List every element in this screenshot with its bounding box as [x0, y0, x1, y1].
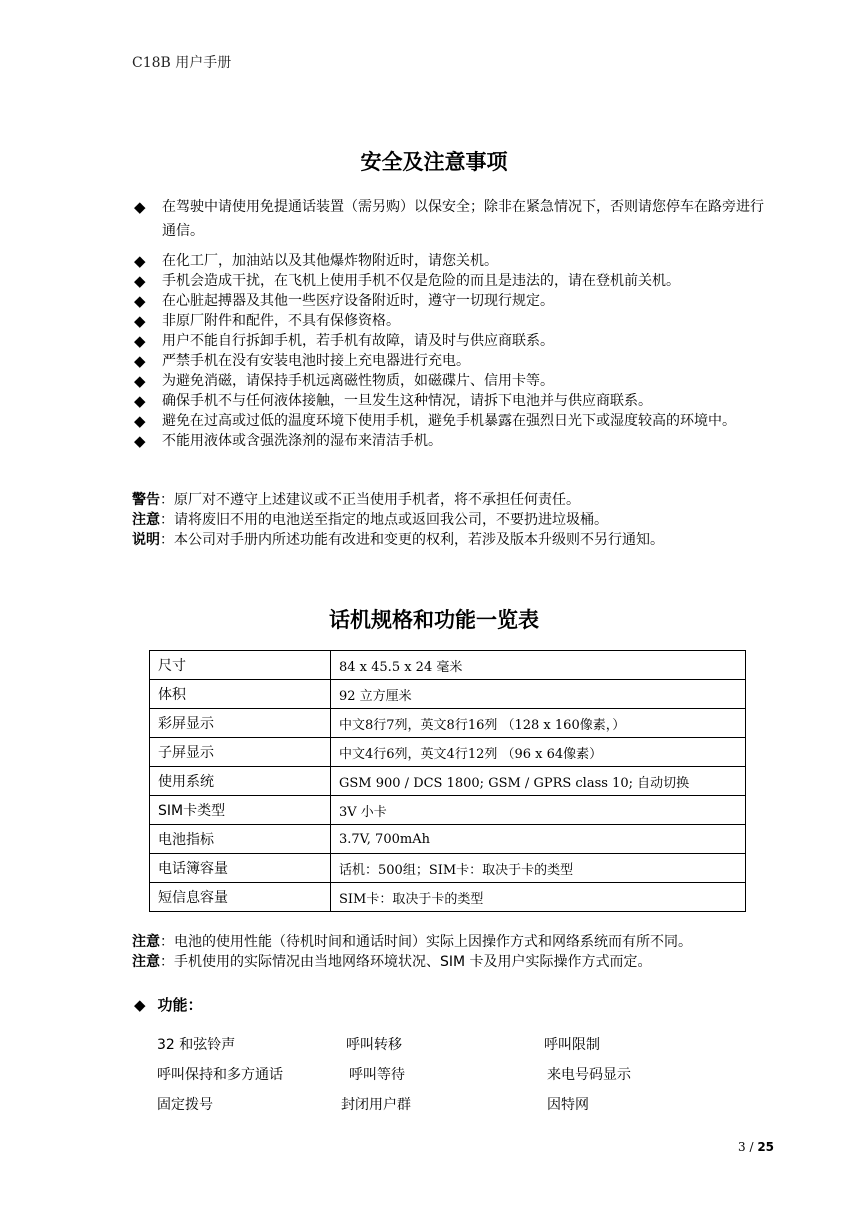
- feature-item: 呼叫限制: [544, 1037, 600, 1053]
- feature-item: 封闭用户群: [341, 1097, 411, 1113]
- feature-item: 呼叫转移: [346, 1037, 402, 1053]
- list-item: ◆ 确保手机不与任何液体接触，一旦发生这种情况，请拆下电池并与供应商联系。: [134, 392, 652, 410]
- list-item: ◆ 在化工厂，加油站以及其他爆炸物附近时，请您关机。: [134, 252, 498, 270]
- list-item: ◆ 避免在过高或过低的温度环境下使用手机，避免手机暴露在强烈日光下或湿度较高的环境中。: [134, 412, 736, 430]
- diamond-bullet-icon: ◆: [134, 332, 146, 350]
- safety-notes: [132, 490, 664, 550]
- diamond-bullet-icon: ◆: [134, 312, 146, 330]
- list-item: ◆ 在心脏起搏器及其他一些医疗设备附近时，遵守一切现行规定。: [134, 292, 554, 310]
- list-item: ◆ 手机会造成干扰，在飞机上使用手机不仅是危险的而且是违法的，请在登机前关机。: [134, 272, 680, 290]
- diamond-bullet-icon: ◆: [134, 272, 146, 290]
- specs-notes: [132, 932, 692, 972]
- feature-item: 呼叫保持和多方通话: [157, 1067, 283, 1083]
- diamond-bullet-icon: ◆: [134, 198, 146, 216]
- table-row: 体积 92 立方厘米: [150, 680, 746, 709]
- diamond-bullet-icon: ◆: [134, 372, 146, 390]
- specs-table: [149, 650, 746, 912]
- table-row: 电池指标 3.7V, 700mAh: [150, 825, 746, 854]
- explanation-note: 说明：本公司对手册内所述功能有改进和变更的权利，若涉及版本升级则不另行通知。: [132, 532, 664, 548]
- table-row: SIM卡类型 3V 小卡: [150, 796, 746, 825]
- list-item: ◆ 不能用液体或含强洗涤剂的湿布来清洁手机。: [134, 432, 442, 450]
- list-item: ◆ 在驾驶中请使用免提通话装置（需另购）以保安全；除非在紧急情况下，否则请您停车在路旁进行通信。: [134, 195, 774, 243]
- diamond-bullet-icon: ◆: [134, 392, 146, 410]
- diamond-bullet-icon: ◆: [134, 352, 146, 370]
- feature-item: 32 和弦铃声: [157, 1037, 236, 1053]
- feature-item: 固定拨号: [157, 1097, 213, 1113]
- feature-item: 来电号码显示: [547, 1067, 631, 1083]
- list-item: ◆ 严禁手机在没有安装电池时接上充电器进行充电。: [134, 352, 470, 370]
- feature-item: 呼叫等待: [349, 1067, 405, 1083]
- table-row: 子屏显示 中文4行6列，英文4行12列 （96 x 64像素）: [150, 738, 746, 767]
- feature-item: 因特网: [547, 1097, 589, 1113]
- caution-note: 注意：手机使用的实际情况由当地网络环境状况、SIM 卡及用户实际操作方式而定。: [132, 954, 652, 970]
- list-item: ◆ 用户不能自行拆卸手机，若手机有故障，请及时与供应商联系。: [134, 332, 554, 350]
- table-row: 电话簿容量 话机：500组；SIM卡：取决于卡的类型: [150, 854, 746, 883]
- table-row: 短信息容量 SIM卡：取决于卡的类型: [150, 883, 746, 912]
- safety-list: [134, 195, 774, 451]
- list-item: ◆ 非原厂附件和配件，不具有保修资格。: [134, 312, 400, 330]
- diamond-bullet-icon: ◆: [134, 412, 146, 430]
- table-row: 彩屏显示 中文8行7列，英文8行16列 （128 x 160像素，）: [150, 709, 746, 738]
- page-number: 3 / 25: [738, 1140, 775, 1154]
- diamond-bullet-icon: ◆: [134, 432, 146, 450]
- list-item: ◆ 为避免消磁，请保持手机远离磁性物质，如磁碟片、信用卡等。: [134, 372, 554, 390]
- warning-note: 警告：原厂对不遵守上述建议或不正当使用手机者，将不承担任何责任。: [132, 492, 580, 508]
- diamond-bullet-icon: ◆: [134, 996, 146, 1014]
- diamond-bullet-icon: ◆: [134, 252, 146, 270]
- caution-note: 注意：请将废旧不用的电池送至指定的地点或返回我公司，不要扔进垃圾桶。: [132, 512, 608, 528]
- features-heading: ◆ 功能：: [134, 996, 203, 1014]
- specs-title: 话机规格和功能一览表: [329, 608, 539, 632]
- table-row: 尺寸 84 x 45.5 x 24 毫米: [150, 651, 746, 680]
- diamond-bullet-icon: ◆: [134, 292, 146, 310]
- safety-title: 安全及注意事项: [360, 150, 508, 174]
- caution-note: 注意：电池的使用性能（待机时间和通话时间）实际上因操作方式和网络系统而有所不同。: [132, 934, 692, 950]
- table-row: 使用系统 GSM 900 / DCS 1800; GSM / GPRS class 10; 自动切换: [150, 767, 746, 796]
- page-header: C18B 用户手册: [132, 55, 232, 71]
